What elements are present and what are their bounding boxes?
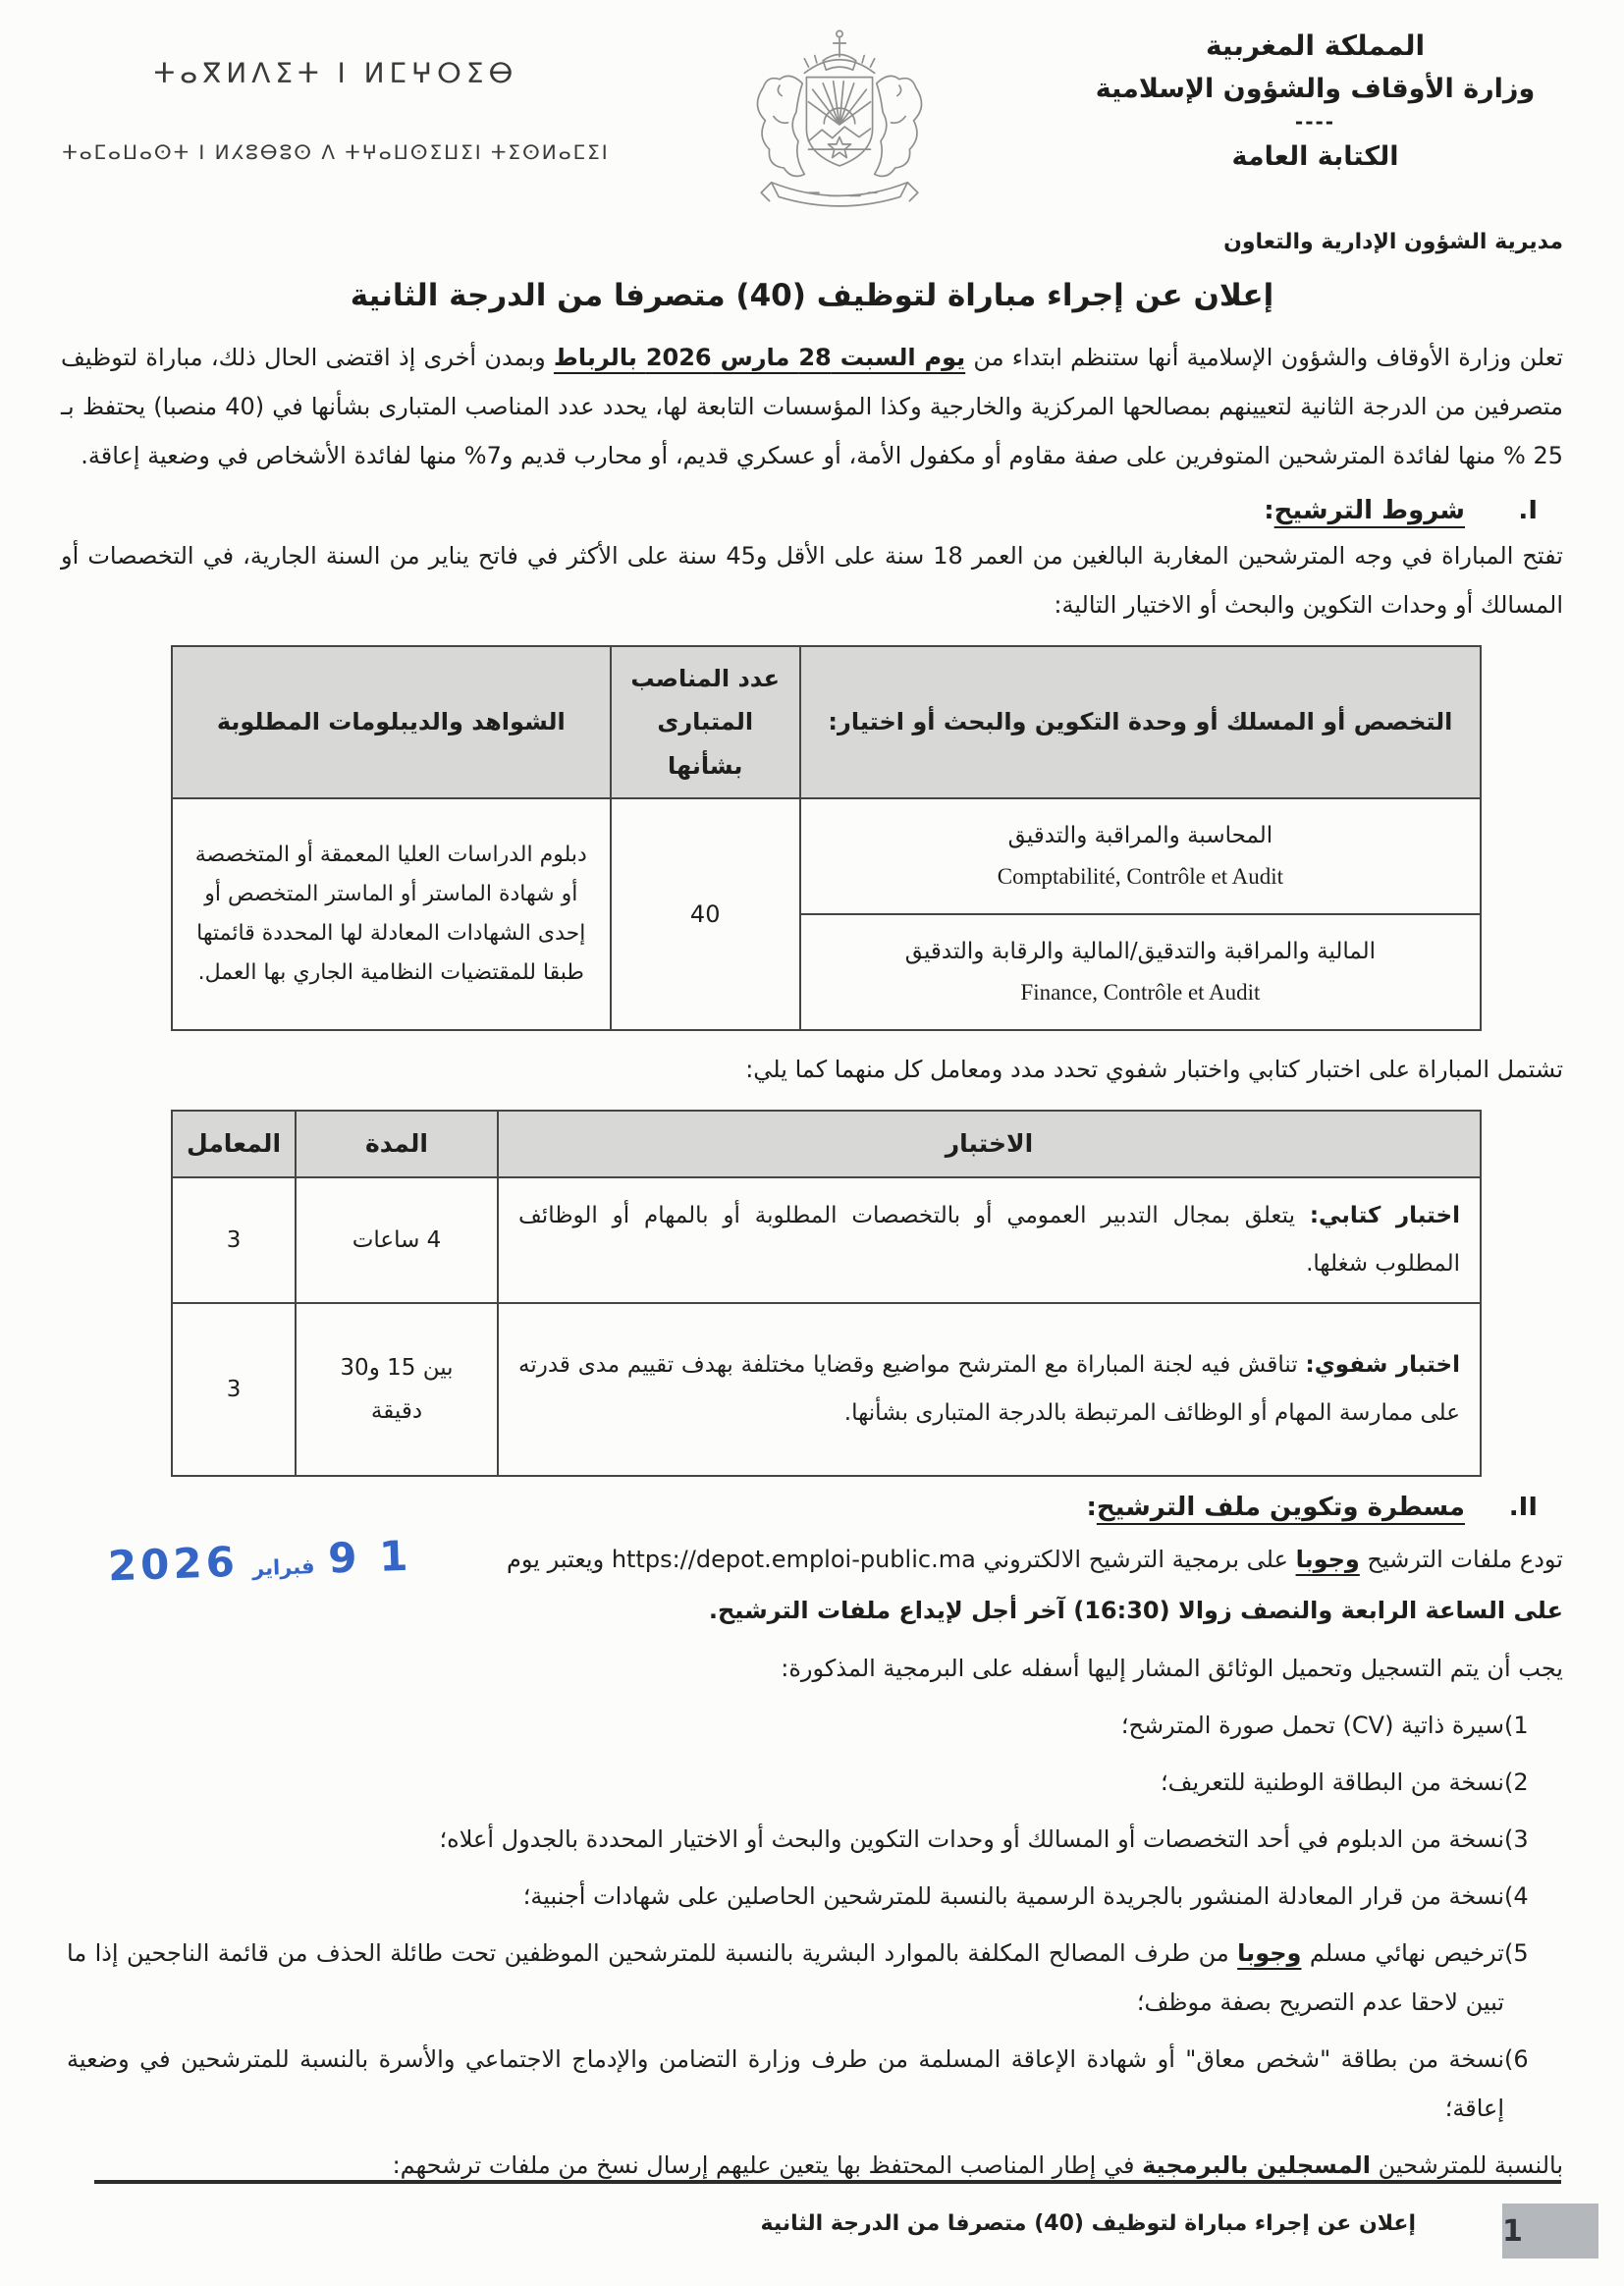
submission-paragraph: [61, 1534, 1563, 1636]
upload-note: يجب أن يتم التسجيل وتحميل الوثائق المشار إليها أسفله على البرمجية المذكورة:: [781, 1655, 1563, 1683]
stamp-month: فبراير: [251, 1554, 315, 1581]
table-row: [172, 1303, 1481, 1476]
col-exam-header: الاختبار: [498, 1111, 1481, 1177]
section-1-colon: :: [1264, 496, 1274, 525]
written-exam-desc: يتعلق بمجال التدبير العمومي أو بالتخصصات المطلوبة أو بالمهام أو الوظائف المطلوب شغلها.: [517, 1203, 1460, 1278]
item-2-marker: (2: [1504, 1769, 1529, 1797]
document-header: [61, 24, 1563, 228]
section-2-title: [1086, 1493, 1465, 1522]
specialty-1-arabic: المحاسبة والمراقبة والتدقيق: [1007, 823, 1273, 849]
section-2-number: II.: [1508, 1493, 1538, 1523]
section-1-number: I.: [1518, 496, 1538, 525]
written-exam-duration: 4 ساعات: [296, 1177, 498, 1303]
specialties-header-row: [172, 646, 1481, 798]
page-footer: [0, 2180, 1624, 2260]
secretariat-title: الكتابة العامة: [1231, 141, 1399, 172]
written-exam-label: اختبار كتابي:: [1309, 1203, 1460, 1229]
item-5-mandatory-highlight: وجوبا: [1237, 1939, 1302, 1968]
section-1-title: [1264, 496, 1465, 525]
item-5-text-1: ترخيص نهائي مسلم: [1301, 1939, 1504, 1968]
directorate-title: مديرية الشؤون الإدارية والتعاون: [1223, 230, 1563, 254]
submission-text-2: على برمجية الترشيح الالكتروني: [975, 1546, 1296, 1574]
section-2-heading: [61, 1493, 1563, 1522]
exam-intro-line: تشتمل المباراة على اختبار كتابي واختبار شفوي تحدد مدد ومعامل كل منهما كما يلي:: [745, 1056, 1563, 1084]
written-exam-cell: [498, 1177, 1481, 1303]
item-5-text-2: من طرف المصالح المكلفة بالموارد البشرية بالنسبة للمترشحين الموظفين تحت طائلة الحذف من قائمة الناجحين إذا ما تبين لاحقا عدم التصريح بصفة موظف؛: [67, 1939, 1504, 2017]
date-stamp: [107, 1531, 412, 1600]
header-separator: ----: [1294, 110, 1336, 134]
item-5-marker: (5: [1504, 1939, 1529, 1968]
announcement-title: إعلان عن إجراء مباراة لتوظيف (40) متصرفا من الدرجة الثانية: [350, 278, 1274, 313]
section-2-colon: :: [1086, 1493, 1097, 1523]
final-note-text-2: في إطار المناصب المحتفظ بها يتعين عليهم إرسال نسخ من ملفات ترشحهم:: [392, 2151, 1143, 2180]
list-item: [61, 1872, 1563, 1921]
intro-text-1: تعلن وزارة الأوقاف والشؤون الإسلامية أنها ستنظم ابتداء من: [965, 344, 1563, 371]
item-1-text: سيرة ذاتية (CV) تحمل صورة المترشح؛: [1120, 1712, 1504, 1740]
list-item: [61, 1758, 1563, 1807]
stamp-year: 2026: [107, 1538, 240, 1591]
documents-list: [61, 1701, 1563, 2133]
kingdom-title: المملكة المغربية: [1205, 29, 1426, 62]
footer-title: إعلان عن إجراء مباراة لتوظيف (40) متصرفا من الدرجة الثانية: [760, 2211, 1416, 2236]
intro-paragraph: [61, 333, 1563, 480]
item-6-marker: (6: [1504, 2045, 1529, 2074]
coat-of-arms-icon: [736, 26, 943, 227]
specialty-1-french: Comptabilité, Contrôle et Audit: [997, 864, 1284, 890]
item-6-text: نسخة من بطاقة "شخص معاق" أو شهادة الإعاقة المسلمة من طرف وزارة التضامن والإدماج الاجتماعي والأسرة بالنسبة للمترشحين في وضعية إعاقة؛: [67, 2045, 1504, 2123]
written-exam-coefficient: 3: [172, 1177, 296, 1303]
table-row: [172, 1177, 1481, 1303]
stamp-day: 1 9: [327, 1532, 413, 1583]
mandatory-highlight: وجوبا: [1295, 1546, 1360, 1574]
exams-header-row: [172, 1111, 1481, 1177]
diplomas-cell: دبلوم الدراسات العليا المعمقة أو المتخصصة أو شهادة الماستر أو الماستر المتخصص أو إحدى الشهادات المعادلة لها المحددة قائمتها طبقا للمقتضيات النظامية الجاري بها العمل.: [172, 798, 611, 1030]
submission-text-1: تودع ملفات الترشيح: [1359, 1546, 1563, 1574]
col-coefficient-header: المعامل: [172, 1111, 296, 1177]
section-1-heading: [61, 496, 1563, 525]
list-item: [61, 1701, 1563, 1750]
item-5-text: [61, 1929, 1504, 2027]
oral-exam-coefficient: 3: [172, 1303, 296, 1476]
exam-date-highlight: يوم السبت 28 مارس 2026 بالرباط: [553, 344, 966, 371]
item-1-marker: (1: [1504, 1712, 1529, 1740]
specialty-cell-1: [800, 798, 1481, 914]
page-number-badge: 1: [1502, 2204, 1598, 2259]
application-url: https://depot.emploi-public.ma: [611, 1546, 976, 1574]
tifinagh-ministry-line: ⵜⴰⵎⴰⵡⴰⵙⵜ ⵏ ⵍⵃⵓⴱⵓⵙ ⴷ ⵜⵖⴰⵡⵙⵉⵡⵉⵏ ⵜⵉⵙⵍⴰⵎⵉⵏ: [62, 140, 610, 164]
oral-exam-label: اختبار شفوي:: [1305, 1352, 1460, 1379]
ministry-title: وزارة الأوقاف والشؤون الإسلامية: [1095, 74, 1536, 104]
deadline-line: على الساعة الرابعة والنصف زوالا (16:30) آخر أجل لإيداع ملفات الترشيح.: [708, 1597, 1563, 1625]
final-note-text-1: بالنسبة للمترشحين: [1370, 2151, 1563, 2180]
footer-row: [0, 2204, 1624, 2260]
eligibility-paragraph: تفتح المباراة في وجه المترشحين المغاربة البالغين من العمر 18 سنة على الأقل و45 سنة على الأكثر في فاتح يناير من السنة الجارية، في التخصصات أو المسالك أو وحدات التكوين والبحث أو الاختيار التالية:: [61, 542, 1563, 619]
tifinagh-kingdom-line: ⵜⴰⴳⵍⴷⵉⵜ ⵏ ⵍⵎⵖⵔⵉⴱ: [153, 57, 518, 89]
item-4-text: نسخة من قرار المعادلة المنشور بالجريدة الرسمية بالنسبة للمترشحين الحاصلين على شهادات أجنبية؛: [522, 1882, 1504, 1911]
header-arabic-block: [1067, 29, 1563, 172]
list-item: [61, 2035, 1563, 2133]
col-diplomas-header: الشواهد والديبلومات المطلوبة: [172, 646, 611, 798]
exams-table: [171, 1110, 1482, 1477]
footer-divider: [94, 2180, 1561, 2184]
table-row: [172, 798, 1481, 914]
header-tifinagh-block: [61, 24, 611, 164]
oral-exam-desc: تناقش فيه لجنة المباراة مع المترشح مواضيع وقضايا مختلفة بهدف تقييم مدى قدرته على ممارسة المهام أو الوظائف المرتبطة بالدرجة المتبارى بشأنها.: [517, 1352, 1460, 1427]
oral-exam-cell: [498, 1303, 1481, 1476]
oral-exam-duration: بين 15 و30 دقيقة: [296, 1303, 498, 1476]
specialties-table: [171, 645, 1482, 1031]
section-2-title-text: مسطرة وتكوين ملف الترشيح: [1096, 1493, 1465, 1523]
list-item: [61, 1815, 1563, 1864]
intro-text-2: وبمدن أخرى إذ اقتضى الحال ذلك، مباراة لتوظيف متصرفين من الدرجة الثانية لتعيينهم بمصالحها المركزية والخارجية وكذا المؤسسات التابعة لها، يحدد عدد المناصب المتبارى بشأنها في (40 منصبا) يحتفظ بـ 25 % منها لفائدة المترشحين المتوفرين على صفة مقاوم أو مكفول الأمة، أو عسكري قديم، أو محارب قديم و7% منها لفائدة الأشخاص في وضعية إعاقة.: [61, 344, 1563, 469]
specialty-2-french: Finance, Contrôle et Audit: [1020, 980, 1261, 1006]
registered-highlight: المسجلين بالبرمجية: [1142, 2151, 1371, 2180]
col-duration-header: المدة: [296, 1111, 498, 1177]
section-1-title-text: شروط الترشيح: [1273, 496, 1465, 525]
list-item: [61, 1929, 1563, 2027]
col-positions-header: عدد المناصب المتبارى بشأنها: [611, 646, 800, 798]
specialty-cell-2: [800, 914, 1481, 1030]
item-4-marker: (4: [1504, 1882, 1529, 1911]
positions-count-cell: 40: [611, 798, 800, 1030]
col-specialty-header: التخصص أو المسلك أو وحدة التكوين والبحث أو اختيار:: [800, 646, 1481, 798]
specialty-2-arabic: المالية والمراقبة والتدقيق/المالية والرقابة والتدقيق: [904, 939, 1377, 965]
item-3-text: نسخة من الدبلوم في أحد التخصصات أو المسالك أو وحدات التكوين والبحث أو الاختيار المحددة بالجدول أعلاه؛: [439, 1825, 1504, 1854]
item-2-text: نسخة من البطاقة الوطنية للتعريف؛: [1161, 1769, 1504, 1797]
item-3-marker: (3: [1504, 1825, 1529, 1854]
submission-text-3: ويعتبر يوم: [507, 1546, 612, 1574]
